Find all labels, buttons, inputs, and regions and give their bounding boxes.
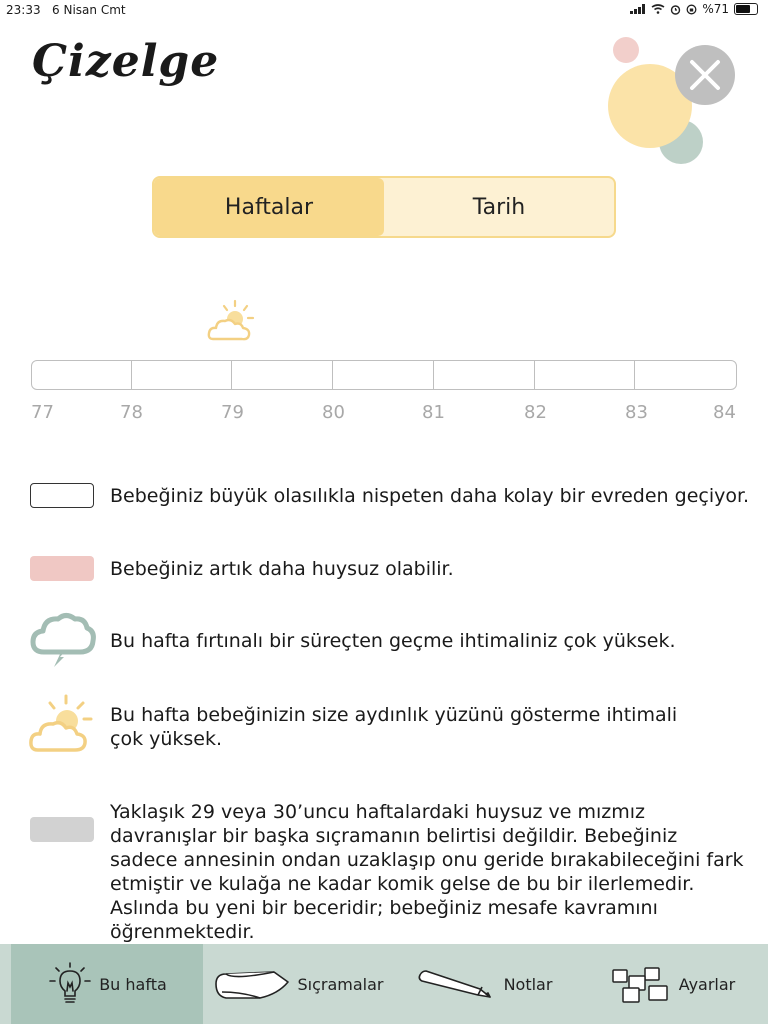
status-clock: 23:33: [6, 3, 41, 17]
tab-weeks[interactable]: Haftalar: [154, 178, 384, 236]
tick-label: 80: [322, 402, 345, 423]
tick-label: 81: [422, 402, 445, 423]
storm-cloud-icon: [30, 610, 96, 674]
status-indicators: [630, 2, 758, 16]
nav-label: Sıçramalar: [297, 974, 384, 994]
easy-period-swatch: [30, 483, 94, 508]
tick-label: 78: [120, 402, 143, 423]
timeline-week-83[interactable]: [635, 361, 736, 389]
tab-date[interactable]: Tarih: [472, 194, 526, 220]
close-icon: [688, 58, 722, 92]
tick-label: 83: [625, 402, 648, 423]
pencil-icon: [416, 967, 498, 1001]
timeline-week-77[interactable]: [32, 361, 132, 389]
tick-label: 82: [524, 402, 547, 423]
status-time: [6, 3, 126, 17]
timeline-week-81[interactable]: [434, 361, 535, 389]
timeline-week-79[interactable]: [232, 361, 333, 389]
nav-item-settings[interactable]: [576, 944, 768, 1024]
legend-storm-text: Bu hafta fırtınalı bir süreçten geçme ihtimaliniz çok yüksek.: [110, 630, 676, 652]
rotation-lock-icon: [686, 4, 697, 15]
nav-item-leaps[interactable]: [203, 944, 392, 1024]
sun-cloud-icon: [28, 694, 96, 758]
status-date: 6 Nisan Cmt: [52, 3, 126, 17]
tick-label: 79: [221, 402, 244, 423]
decor-pink-bubble: [613, 37, 639, 63]
lightbulb-icon: [47, 961, 93, 1007]
blocks-icon: [609, 964, 673, 1004]
battery-icon: [734, 3, 758, 15]
close-button[interactable]: [675, 45, 735, 105]
nav-item-this-week[interactable]: [11, 944, 203, 1024]
battery-percent: %71: [702, 2, 729, 16]
signal-icon: [630, 4, 646, 14]
nav-item-notes[interactable]: [392, 944, 576, 1024]
view-toggle: [152, 176, 616, 238]
nav-label: Notlar: [503, 974, 553, 994]
status-bar: [0, 0, 768, 20]
grey-period-swatch: [30, 817, 94, 842]
page-title: Çizelge: [32, 36, 220, 87]
legend-fussy-text: Bebeğiniz artık daha huysuz olabilir.: [110, 558, 454, 580]
book-icon: [212, 966, 292, 1002]
alarm-icon: [670, 4, 681, 15]
legend-grey-text: Yaklaşık 29 veya 30’uncu haftalardaki huysuz ve mızmız davranışlar bir başka sıçramanın belirtisi değildir. Bebeğiniz sadece annesinin ondan uzaklaşıp onu geride bırakabileceğini fark etmiştir ve kulağa ne kadar komik gelse de bu bir ilerlemedir. Aslında bu yeni bir beceridir; bebeğiniz mesafe kavramını öğrenmektedir.: [110, 801, 744, 943]
fussy-period-swatch: [30, 556, 94, 581]
legend-sunny-text: Bu hafta bebeğinizin size aydınlık yüzünü gösterme ihtimali çok yüksek.: [110, 704, 678, 750]
week-timeline: [31, 360, 737, 390]
timeline-week-82[interactable]: [535, 361, 636, 389]
tick-label: 77: [31, 402, 54, 423]
bottom-nav: [0, 944, 768, 1024]
legend-easy-text: Bebeğiniz büyük olasılıkla nispeten daha kolay bir evreden geçiyor.: [110, 485, 750, 507]
nav-label: Ayarlar: [678, 974, 736, 994]
timeline-week-80[interactable]: [333, 361, 434, 389]
tick-label: 84: [713, 402, 736, 423]
nav-label: Bu hafta: [99, 974, 167, 994]
sun-cloud-icon: [207, 299, 255, 349]
wifi-icon: [651, 4, 665, 14]
timeline-week-78[interactable]: [132, 361, 233, 389]
